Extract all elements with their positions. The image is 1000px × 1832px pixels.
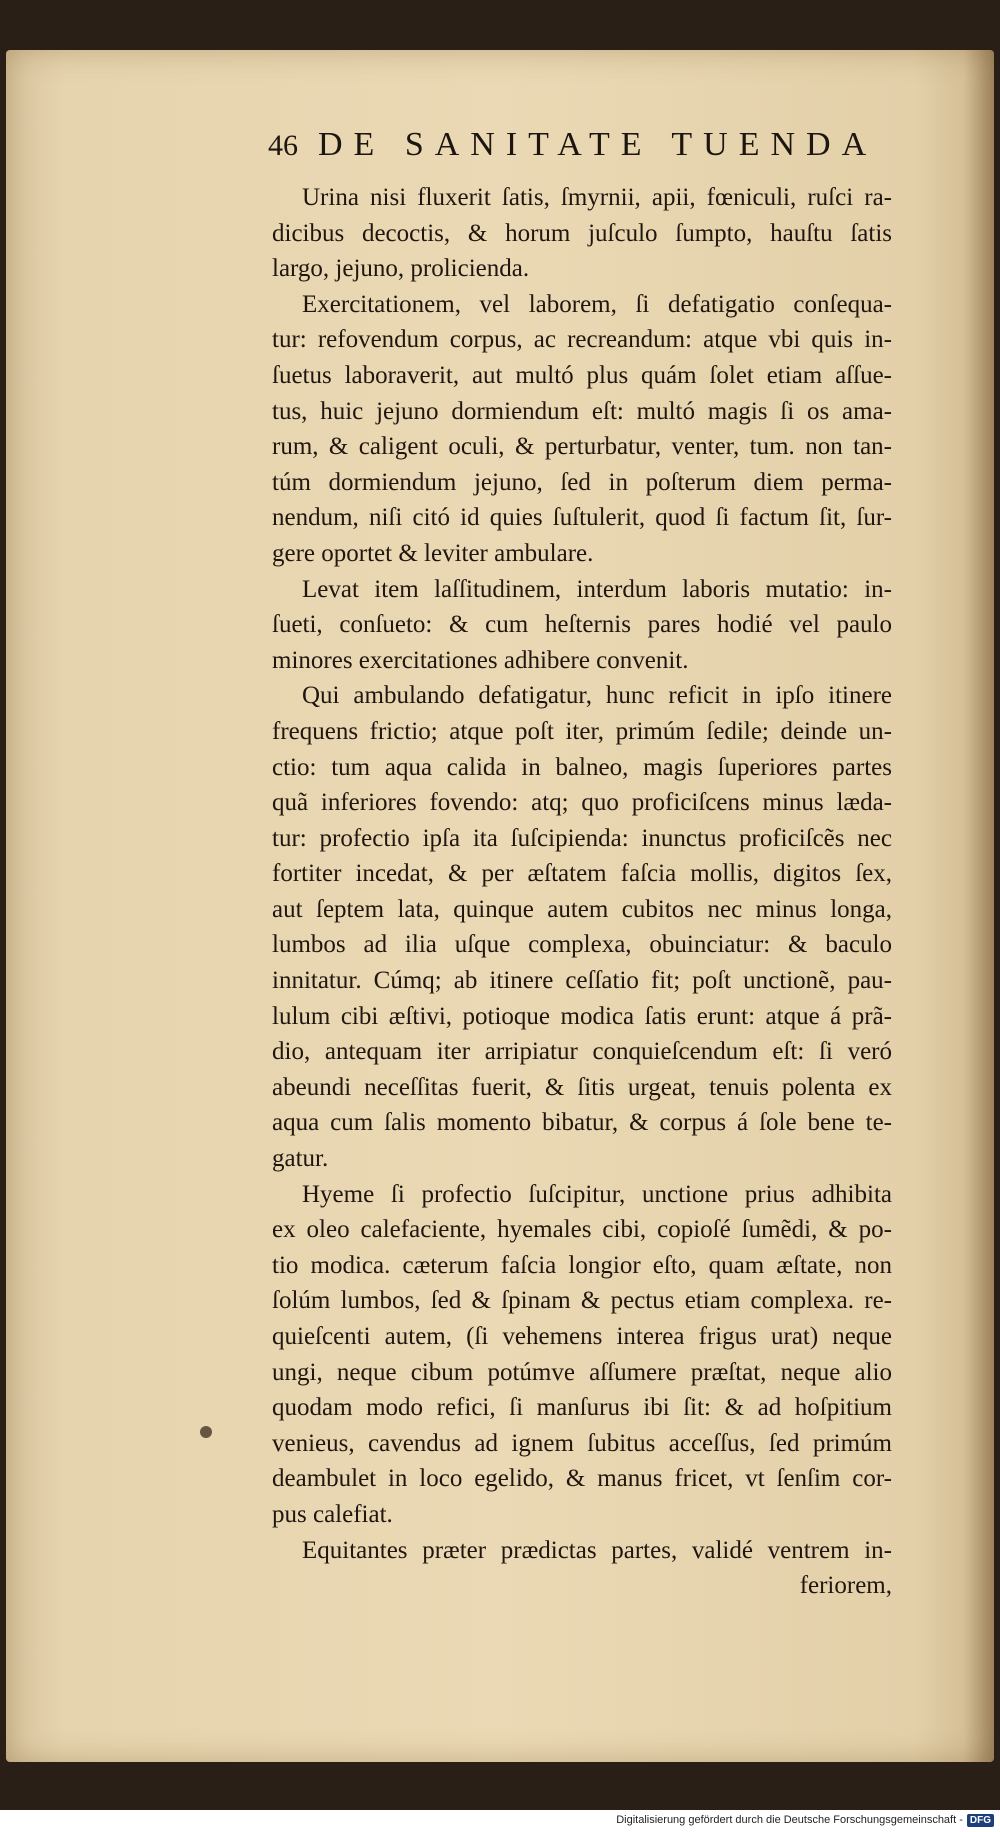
text-line: venieus, cavendus ad ignem ſubitus acceſſus, ſed primúm xyxy=(272,1429,892,1457)
text-line: largo, jejuno, prolicienda. xyxy=(272,255,530,283)
text-line: túm dormiendum jejuno, ſed in poſterum diem perma- xyxy=(272,468,892,496)
credit-text: Digitalisierung gefördert durch die Deutsche Forschungsgemeinschaft - xyxy=(616,1814,963,1826)
text-line: deambulet in loco egelido, & manus fricet, vt ſenſim cor- xyxy=(272,1465,892,1493)
text-line: tur: profectio ipſa ita ſuſcipienda: inunctus proficiſcẽs nec xyxy=(272,824,892,852)
page-number: 46 xyxy=(268,129,298,162)
text-line: Levat item laſſitudinem, interdum laboris mutatio: in- xyxy=(302,575,892,603)
text-line: ungi, neque cibum potúmve aſſumere præſtat, neque alio xyxy=(272,1358,892,1386)
text-line: ctio: tum aqua calida in balneo, magis ſuperiores partes xyxy=(272,753,892,781)
text-line: Exercitationem, vel laborem, ſi defatigatio conſequa- xyxy=(302,290,892,318)
text-line: minores exercitationes adhibere convenit. xyxy=(272,646,689,674)
text-line: dicibus decoctis, & horum juſculo ſumpto, hauſtu ſatis xyxy=(272,219,892,247)
text-line: dio, antequam iter arripiatur conquieſcendum eſt: ſi veró xyxy=(272,1038,892,1066)
text-line: gatur. xyxy=(272,1145,329,1173)
text-line: ex oleo calefaciente, hyemales cibi, copioſé ſumẽdi, & po- xyxy=(272,1216,892,1244)
text-line: lumbos ad ilia uſque complexa, obuinciatur: & baculo xyxy=(272,931,892,959)
text-line: innitatur. Cúmq; ab itinere ceſſatio fit; poſt unctionẽ, pau- xyxy=(272,967,892,995)
text-line: pus calefiat. xyxy=(272,1500,393,1528)
running-head xyxy=(268,126,888,170)
text-line: rum, & caligent oculi, & perturbatur, venter, tum. non tan- xyxy=(272,433,892,461)
paragraph xyxy=(272,180,892,287)
text-line: nendum, niſi citó id quies ſuſtulerit, quod ſi factum ſit, ſur- xyxy=(272,504,892,532)
text-line: tur: refovendum corpus, ac recreandum: atque vbi quis in- xyxy=(272,326,892,354)
dfg-logo-icon: DFG xyxy=(967,1814,994,1827)
text-line: Qui ambulando defatigatur, hunc reficit in ipſo itinere xyxy=(302,682,892,710)
text-line: Urina nisi fluxerit ſatis, ſmyrnii, apii, fœniculi, ruſci ra- xyxy=(302,184,892,211)
paragraph xyxy=(272,678,892,1176)
text-line: feriorem, xyxy=(799,1572,892,1600)
running-title: DE SANITATE TUENDA xyxy=(318,126,878,163)
text-line: abeundi neceſſitas fuerit, & ſitis urgeat, tenuis polenta ex xyxy=(272,1073,892,1101)
page-gutter-shadow xyxy=(964,50,994,1762)
text-line: tus, huic jejuno dormiendum eſt: multó magis ſi os ama- xyxy=(272,397,892,425)
text-line: ſueti, conſueto: & cum heſternis pares hodié vel paulo xyxy=(272,611,892,639)
text-line: Hyeme ſi profectio ſuſcipitur, unctione prius adhibita xyxy=(302,1180,892,1208)
text-line: gere oportet & leviter ambulare. xyxy=(272,539,594,567)
text-line: ſolúm lumbos, ſed & ſpinam & pectus etiam complexa. re- xyxy=(272,1287,892,1315)
text-line: fortiter incedat, & per æſtatem faſcia mollis, digitos ſex, xyxy=(272,860,892,888)
body-text xyxy=(272,180,892,1604)
digitization-credit xyxy=(616,1810,994,1830)
text-line: quã inferiores fovendo: atq; quo proficiſcens minus læda- xyxy=(272,789,892,817)
text-line: quodam modo refici, ſi manſurus ibi ſit: & ad hoſpitium xyxy=(272,1394,892,1422)
text-line: aqua cum ſalis momento bibatur, & corpus á ſole bene te- xyxy=(272,1109,892,1137)
text-line: tio modica. cæterum faſcia longior eſto, quam æſtate, non xyxy=(272,1251,892,1279)
text-line: frequens frictio; atque poſt iter, primúm ſedile; deinde un- xyxy=(272,717,892,745)
paragraph xyxy=(272,287,892,572)
text-line: lulum cibi æſtivi, potioque modica ſatis erunt: atque á prã- xyxy=(272,1002,892,1030)
text-line: ſuetus laboraverit, aut multó plus quám ſolet etiam aſſue- xyxy=(272,361,892,389)
text-line: aut ſeptem lata, quinque autem cubitos nec minus longa, xyxy=(272,895,892,923)
text-line: Equitantes præter prædictas partes, validé ventrem in- xyxy=(302,1536,892,1564)
paragraph xyxy=(272,572,892,679)
text-line: quieſcenti autem, (ſi vehemens interea frigus urat) neque xyxy=(272,1323,892,1350)
ink-blot-mark xyxy=(200,1426,212,1438)
paragraph xyxy=(272,1177,892,1533)
paragraph xyxy=(272,1533,892,1604)
